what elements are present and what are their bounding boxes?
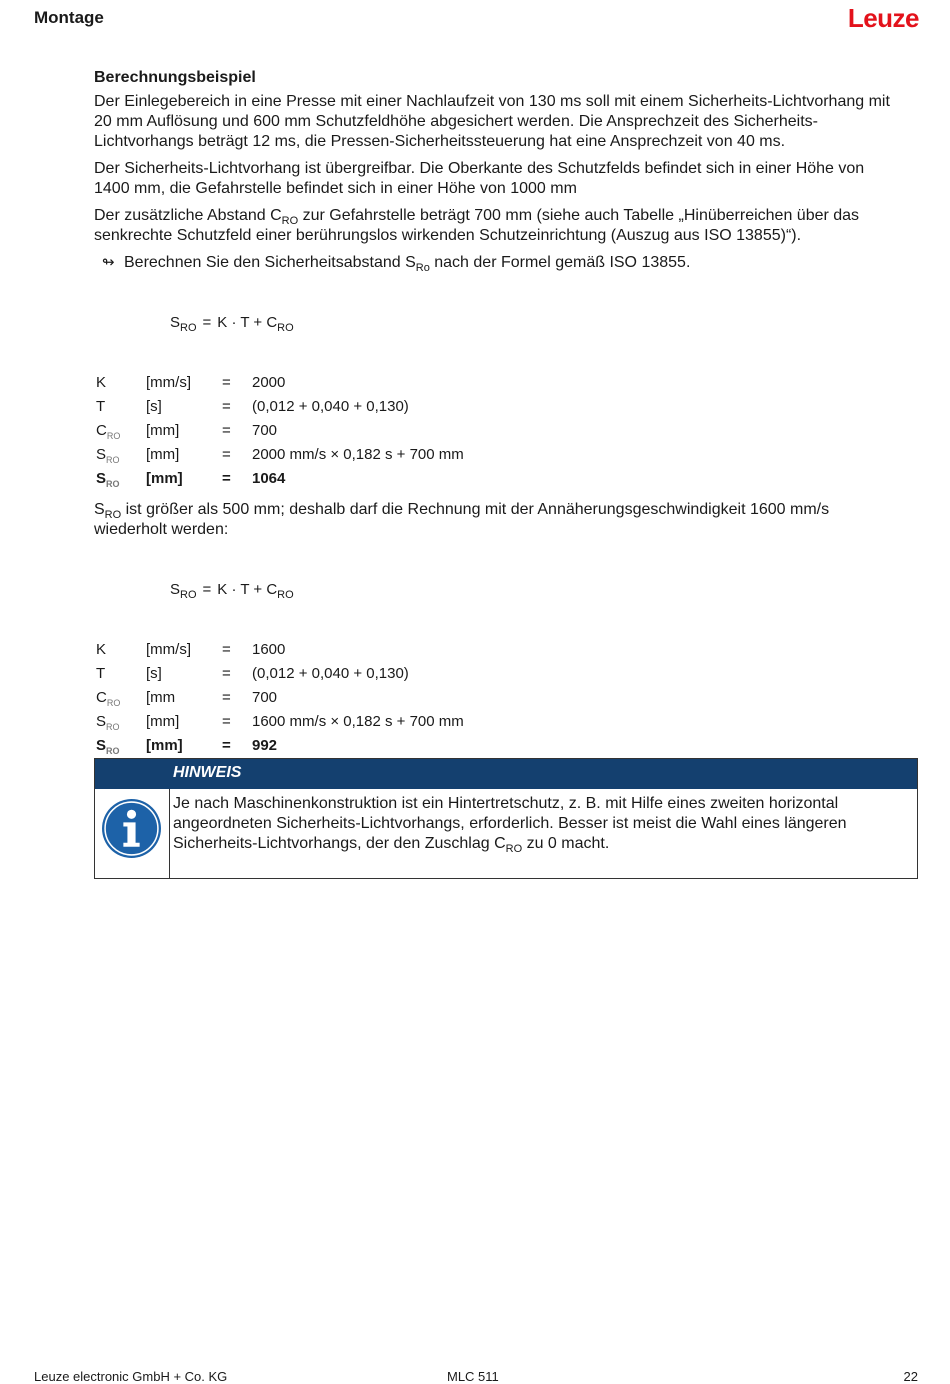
calc-value: 700: [252, 689, 278, 706]
note-header: [95, 759, 917, 789]
calc-row: [94, 395, 464, 419]
calc-symbol: K: [96, 641, 107, 658]
calc-value: (0,012 + 0,040 + 0,130): [252, 398, 409, 415]
footer-page-number: 22: [903, 1369, 918, 1384]
calc-symbol: $C_{RO}$: [96, 422, 121, 441]
paragraph-heights: Der Sicherheits-Lichtvorhang ist übergreifbar. Die Oberkante des Schutzfelds befindet sich in einer Höhe von 1400 mm, die Gefahrstelle befindet sich in einer Höhe von 1000 mm: [94, 160, 865, 197]
calc-symbol: K: [96, 374, 107, 391]
calc-value: (0,012 + 0,040 + 0,130): [252, 665, 409, 682]
calc-value: 2000: [252, 374, 286, 391]
calc-symbol: $S_{RO}$: [96, 470, 120, 489]
calc-symbol: T: [96, 665, 106, 682]
calc-equals: =: [222, 665, 231, 682]
calc-unit: [mm]: [146, 713, 180, 730]
calc-unit: [s]: [146, 398, 162, 415]
calc-value: 992: [252, 737, 278, 754]
calc-equals: =: [222, 422, 231, 439]
calc-equals: =: [222, 641, 231, 658]
main-content: [94, 68, 904, 758]
note-title: HINWEIS: [173, 764, 242, 781]
calc-equals: =: [222, 713, 231, 730]
calc-row: [94, 371, 464, 395]
calc-unit: [mm]: [146, 737, 183, 754]
footer-company: Leuze electronic GmbH + Co. KG: [34, 1369, 228, 1384]
calc-row: [94, 710, 464, 734]
instruction-step: [94, 253, 904, 273]
calculation-table-2: [94, 638, 464, 758]
calc-unit: [mm]: [146, 422, 180, 439]
section-heading: Berechnungsbeispiel: [94, 69, 256, 86]
calc-symbol: $S_{RO}$: [96, 713, 120, 732]
calc-equals: =: [222, 398, 231, 415]
calc-unit: [mm: [146, 689, 176, 706]
arrow-step-icon: ↬: [102, 254, 115, 271]
calc-row: [94, 734, 464, 758]
calc-value: 1600: [252, 641, 286, 658]
calc-symbol: $S_{RO}$: [96, 737, 120, 756]
note-text: Je nach Maschinenkonstruktion ist ein Hintertretschutz, z. B. mit Hilfe eines zweiten horizontal angeordneten Sicherheits-Lichtvorhangs, erforderlich. Besser ist meist die Wahl eines längeren Sicherheits-Lichtvorhangs, der den Zuschlag $C_{RO}$ zu 0 macht.: [173, 795, 847, 855]
note-box: [94, 758, 918, 879]
info-icon: [101, 798, 162, 859]
instruction-text: Berechnen Sie den Sicherheitsabstand $S_{Ro}$ nach der Formel gemäß ISO 13855.: [124, 254, 691, 274]
calc-row: [94, 662, 464, 686]
formula-1: $S_{RO} = K \cdot T + C_{RO}$: [170, 314, 294, 334]
calc-symbol: $C_{RO}$: [96, 689, 121, 708]
footer-product: MLC 511: [447, 1369, 499, 1384]
brand-logo: Leuze: [847, 3, 919, 33]
formula-2: $S_{RO} = K \cdot T + C_{RO}$: [170, 581, 294, 601]
paragraph-setup: Der Einlegebereich in eine Presse mit einer Nachlaufzeit von 130 ms soll mit einem Sicherheits-Lichtvorhang mit 20 mm Auflösung und 600 mm Schutzfeldhöhe abgesichert werden. Die Ansprechzeit des Sicherheits-Lichtvorhangs beträgt 12 ms, die Pressen-Sicherheitssteuerung hat eine Ansprechzeit von 40 ms.: [94, 93, 890, 150]
calc-unit: [mm]: [146, 470, 183, 487]
calc-value: 700: [252, 422, 278, 439]
calc-value: 1064: [252, 470, 286, 487]
calc-value: 1600 mm/s × 0,182 s + 700 mm: [252, 713, 464, 730]
calc-row: [94, 686, 464, 710]
calc-unit: [mm/s]: [146, 641, 191, 658]
note-icon-column: [95, 789, 170, 878]
calc-symbol: T: [96, 398, 106, 415]
calc-unit: [mm]: [146, 446, 180, 463]
calc-equals: =: [222, 737, 231, 754]
paragraph-additional-distance: Der zusätzliche Abstand $C_{RO}$ zur Gefahrstelle beträgt 700 mm (siehe auch Tabelle „Hinüberreichen über das senkrechte Schutzfeld einer berührungslos wirkenden Schutzeinrichtung (Auszug aus ISO 13855)“).: [94, 207, 860, 244]
calc-row: [94, 467, 464, 491]
calc-unit: [s]: [146, 665, 162, 682]
calc-symbol: $S_{RO}$: [96, 446, 120, 465]
calc-equals: =: [222, 446, 231, 463]
calculation-table-1: [94, 371, 464, 491]
calc-value: 2000 mm/s × 0,182 s + 700 mm: [252, 446, 464, 463]
calc-equals: =: [222, 470, 231, 487]
calc-unit: [mm/s]: [146, 374, 191, 391]
calc-row: [94, 443, 464, 467]
calc-equals: =: [222, 374, 231, 391]
paragraph-repeat: $S_{RO}$ ist größer als 500 mm; deshalb darf die Rechnung mit der Annäherungsgeschwindigkeit 1600 mm/s wiederholt werden:: [94, 501, 830, 538]
calc-row: [94, 638, 464, 662]
calc-row: [94, 419, 464, 443]
page-section-title: Montage: [34, 8, 104, 27]
calc-equals: =: [222, 689, 231, 706]
